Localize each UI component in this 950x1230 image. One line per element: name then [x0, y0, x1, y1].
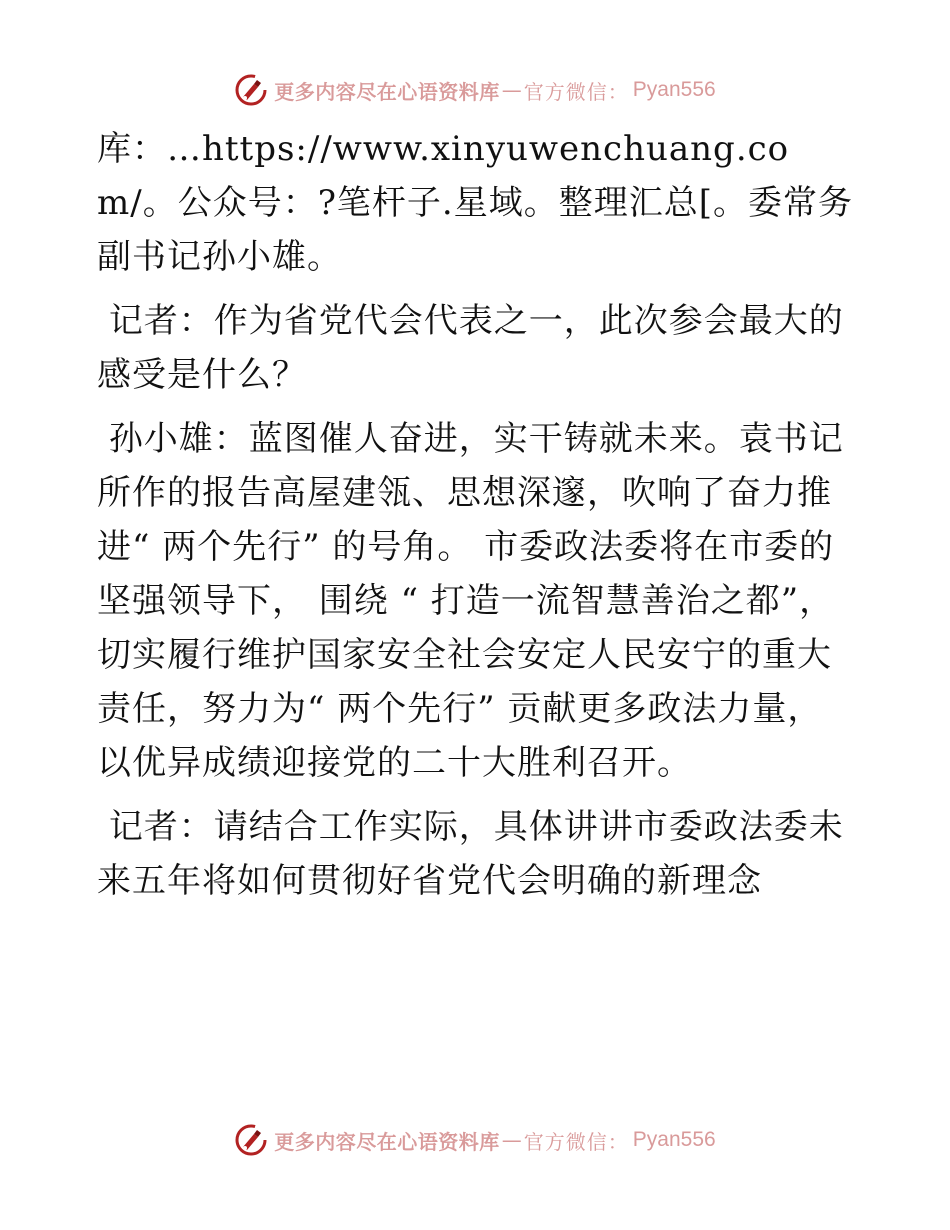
wechat-label: 官方微信： — [523, 1129, 629, 1154]
paragraph: 记者：请结合工作实际，具体讲讲市委政法委未来五年将如何贯彻好省党代会明确的新理念 — [97, 807, 844, 901]
pen-circle-logo-icon — [234, 1123, 268, 1157]
wechat-id: Pyan556 — [632, 1128, 716, 1151]
header-banner — [0, 70, 950, 110]
site-promo-text: 更多内容尽在心语资料库 — [274, 79, 500, 104]
wechat-label: 官方微信： — [523, 79, 629, 104]
paragraph: 库：…https://www.xinyuwenchuang.com/。公众号：?笔杆子.星域。整理汇总[。委常务副书记孙小雄。 — [97, 129, 853, 277]
site-promo-text: 更多内容尽在心语资料库 — [274, 1129, 500, 1154]
banner-separator: — — [501, 78, 522, 102]
pen-circle-logo-icon — [234, 73, 268, 107]
paragraph: 记者：作为省党代会代表之一，此次参会最大的感受是什么？ — [97, 301, 844, 395]
banner-separator: — — [501, 1128, 522, 1152]
footer-banner — [0, 1120, 950, 1160]
wechat-id: Pyan556 — [632, 78, 716, 101]
paragraph: 孙小雄：蓝图催人奋进，实干铸就未来。袁书记所作的报告高屋建瓴、思想深邃，吹响了奋力推进“ 两个先行” 的号角。 市委政法委将在市委的坚强领导下， 围绕 “ 打造一流智慧善治之都”，切实履行维护国家安全社会安定人民安宁的重大责任，努力为“ 两个先行” 贡献更多政法力量，以优异成绩迎接党的二十大胜利召开。 — [97, 419, 844, 783]
document-body — [97, 122, 857, 918]
